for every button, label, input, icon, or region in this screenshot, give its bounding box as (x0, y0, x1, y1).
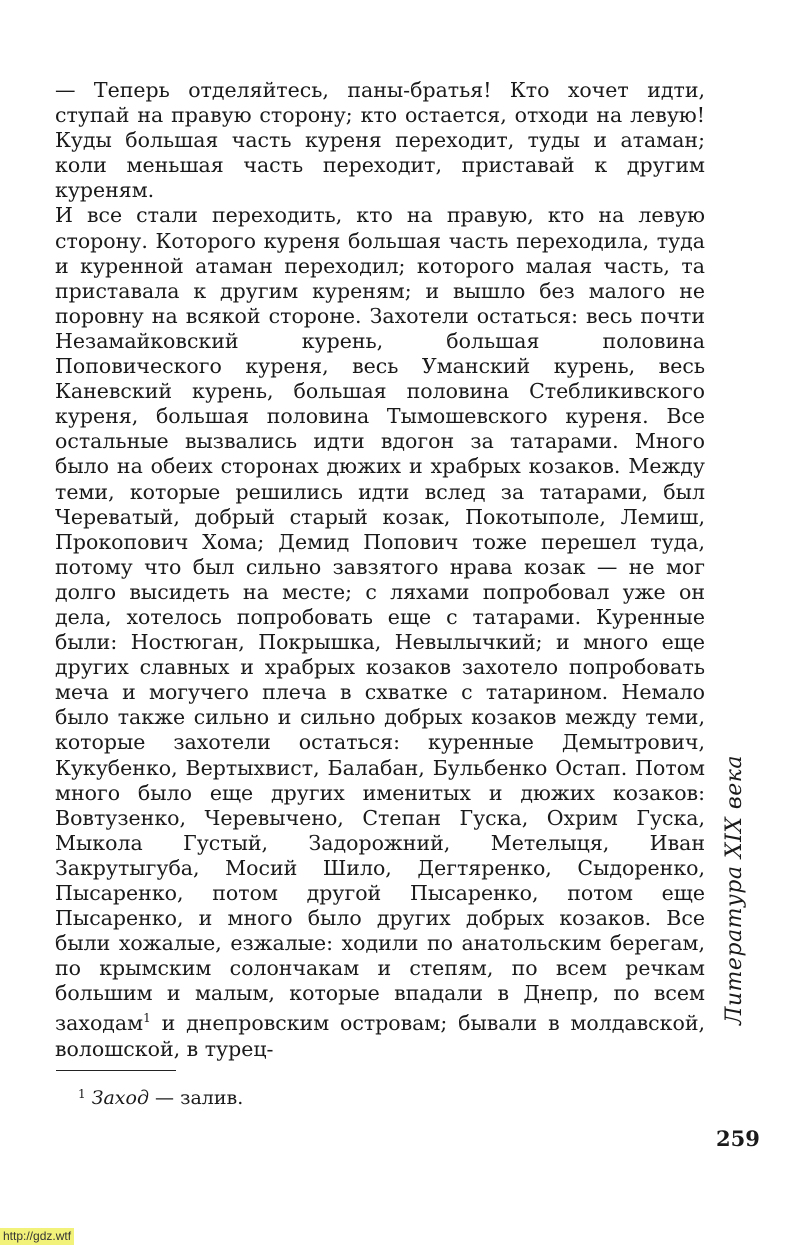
footnote-marker: 1 (78, 1087, 86, 1101)
page-number: 259 (716, 1126, 760, 1151)
paragraph-2 (55, 203, 705, 1061)
paragraph-1: — Теперь отделяйтесь, паны-братья! Кто хочет идти, ступай на правую сторону; кто остается, отходи на левую! Куды большая часть куреня переходит, туды и атаман; коли меньшая часть переходит, приставай к другим куреням. (55, 78, 705, 203)
footnote-divider (56, 1070, 176, 1071)
footnote-term: Заход (91, 1087, 150, 1109)
paragraph-2-tail: и днепровским островам; бывали в молдавской, волошской, в турец- (55, 1011, 705, 1061)
footnote (78, 1082, 243, 1110)
main-text (55, 78, 705, 1062)
source-link[interactable]: http://gdz.wtf (0, 1228, 74, 1245)
footnote-definition: — залив. (149, 1087, 244, 1109)
running-head: Литература XIX века (722, 754, 747, 1025)
footnote-reference[interactable]: 1 (143, 1011, 151, 1026)
paragraph-2-text: И все стали переходить, кто на правую, кто на левую сторону. Которого куреня большая часть переходила, туда и куренной атаман переходил; которого малая часть, та приставала к другим куреням; и вышло без малого не поровну на всякой стороне. Захотели остаться: весь почти Незамайковский курень, большая половина Поповического куреня, весь Уманский курень, весь Каневский курень, большая половина Стебликивского куреня, большая половина Тымошевского куреня. Все остальные вызвались идти вдогон за татарами. Много было на обеих сторонах дюжих и храбрых козаков. Между теми, которые решились идти вслед за татарами, был Череватый, добрый старый козак, Покотыполе, Лемиш, Прокопович Хома; Демид Попович тоже перешел туда, потому что был сильно завзятого нрава козак — не мог долго высидеть на месте; с ляхами попробовал уже он дела, хотелось попробовать еще с татарами. Куренные были: Ностюган, Покрышка, Невылычкий; и много еще других славных и храбрых козаков захотело попробовать меча и могучего плеча в схватке с татарином. Немало было также сильно и сильно добрых козаков между теми, которые захотели остаться: куренные Демытрович, Кукубенко, Вертыхвист, Балабан, Бульбенко Остап. Потом много было еще других именитых и дюжих козаков: Вовтузенко, Черевычено, Степан Гуска, Охрим Гуска, Мыкола Густый, Задорожний, Метелыця, Иван Закрутыгуба, Мосий Шило, Дегтяренко, Сыдоренко, Пысаренко, потом другой Пысаренко, потом еще Пысаренко, и много было других добрых козаков. Все были хожалые, езжалые: ходили по анатольским берегам, по крымским солончакам и степям, по всем речкам большим и малым, которые впадали в Днепр, по всем заходам (55, 203, 705, 1036)
